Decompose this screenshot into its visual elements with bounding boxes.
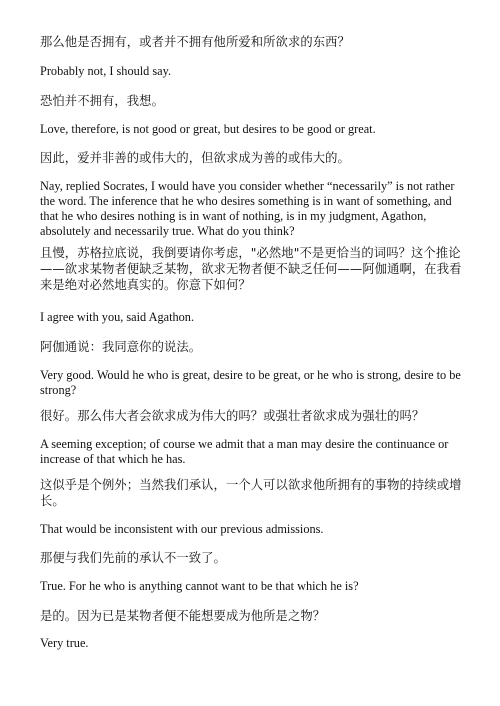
paragraph-zh-2: 恐怕并不拥有，我想。 [40,94,164,108]
paragraph-zh-4: 且慢，苏格拉底说，我倒要请你考虑，"必然地"不是更恰当的词吗？这个推论——欲求某物者便缺乏某物，欲求无物者便不缺乏任何——阿伽通啊，在我看来是绝对必然地真实的。你意下如何？ [40,246,462,292]
paragraph-zh-5: 阿伽通说：我同意你的说法。 [40,340,202,354]
paragraph-zh-1: 那么他是否拥有，或者并不拥有他所爱和所欲求的东西？ [40,35,350,49]
paragraph-en-2: Love, therefore, is not good or great, but desires to be good or great. [40,122,376,136]
paragraph-zh-7: 这似乎是个例外；当然我们承认，一个人可以欲求他所拥有的事物的持续或增长。 [40,478,462,508]
paragraph-zh-6: 很好。那么伟大者会欲求成为伟大的吗？或强壮者欲求成为强壮的吗？ [40,409,425,423]
paragraph-zh-9: 是的。因为已是某物者便不能想要成为他所是之物？ [40,609,326,623]
paragraph-en-4: I agree with you, said Agathon. [40,310,195,324]
paragraph-en-5: Very good. Would he who is great, desire to be great, or he who is strong, desire to be strong? [40,368,461,397]
paragraph-en-7: That would be inconsistent with our previous admissions. [40,522,324,536]
paragraph-zh-3: 因此，爱并非善的或伟大的，但欲求成为善的或伟大的。 [40,151,350,165]
paragraph-en-9: Very true. [40,636,89,650]
paragraph-en-3: Nay, replied Socrates, I would have you consider whether “necessarily” is not rather the word. The inference that he who desires something is in want of something, and that he who desires nothing is in want of nothing, is in my judgment, Agathon, absolutely and necessarily true. What do you think? [40,179,455,238]
paragraph-en-1: Probably not, I should say. [40,64,172,78]
paragraph-en-8: True. For he who is anything cannot want to be that which he is? [40,579,359,593]
paragraph-zh-8: 那便与我们先前的承认不一致了。 [40,551,226,565]
paragraph-en-6: A seeming exception; of course we admit that a man may desire the continuance or increase of that which he has. [40,437,449,466]
